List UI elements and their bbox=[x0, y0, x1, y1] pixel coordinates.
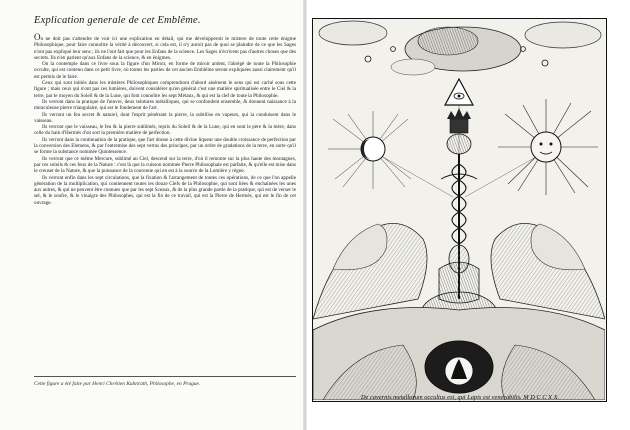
emblem-engraving bbox=[313, 19, 605, 400]
cave-fire bbox=[313, 308, 605, 401]
body-text bbox=[34, 34, 296, 206]
book-gutter bbox=[303, 0, 307, 430]
paragraph: Ils verront un feu secret & naturel, dont l'esprit pénétrant la pierre, la subtilise en vapeurs, qui la conduisent dans le vaisseau. bbox=[34, 111, 296, 124]
paragraph: Ceux qui sont initiés dans les mistères Philosophiques comprendront d'abord aisément le sens qui est caché sous cette figure ; mais ceux qui n'ont pas ces lumières, doivent considérer qu'en général c'est une matière spiritualisée entre le Ciel & la terre, par le moyen du Soleil & de la Lune, qui font connoître les sept Métaux, & qui est la clef de toute la Philosophie. bbox=[34, 80, 296, 99]
page-title: Explication generale de cet Emblême. bbox=[34, 15, 201, 26]
emblem-plate bbox=[312, 18, 607, 402]
paragraph: Ils verront que le vaisseau, le feu & la pierre sublimés, repris du Soleil & de la Lune, qui en sont le père & la mère, dans celle du bain d'Hermès d'où sort la première matière de perfection. bbox=[34, 124, 296, 137]
paragraph: Ils verront que ce même Mercure, sublimé au Ciel, descend sur la terre, d'où il remonte sur la plus haute des montagnes, par ces soleils & ces feux de la Nature : c'est là que la cuisson nommée Pierre Philosophale est parfaite, & qu'elle est mise dans le creuset de la Nature, & que la puissance de la couronne qui en est à la source de la Lumière y règne. bbox=[34, 155, 296, 175]
paragraph: On ne doit pas s'attendre de voir ici une explication en détail, qui me développeroit le mistere de toute cette énigme Philosophique, pour faire connoître la vérité à découvert, si cela est, il n'y auroit pas de quoi se plaindre de ce que les Sages n'ont pas expliqué leur sens ; ils ne l'ont fait que pour les Enfans de la science. Les Sages n'écrivent pas d'autres choses que des secrets. Ils n'en parlent qu'aux Enfans de la science, & en énigmes. bbox=[34, 32, 296, 61]
paragraph: Ils verront enfin dans les sept circulations, que la fixation & l'arrangement de toutes ces opérations, de ce que l'on appelle génération de la multiplication, qui contiennent toutes les douze Clefs de la Philosophie, qui sont liées & enchaînées les unes aux autres, & qui ne peuvent être connues que par les sept Sceaux, & de la plus grande partie de la pratique, qui est de verser le sel, & le soufre, & le vinaigre des Philosophes, qui est la fin de ce travail, qui est la Pierre de Hermès, qui est le fin de cet ouvrage. bbox=[34, 174, 296, 206]
footnote-rule bbox=[34, 376, 296, 377]
plate-caption: De cavernis metallorum occultus est, qui Lapis est venerabilis. M D C C X X. bbox=[360, 394, 560, 401]
footnote: Cette figure a été faite par Henri Chrétien Kuhnrath, Philosophe, en Prague. bbox=[34, 381, 201, 387]
paragraph: Ils verront dans la pratique de l'œuvre, deux teintures métalliques, qui se confondent ensemble, & donnent naissance à la miraculeuse pierre triangulaire, qui est le fondement de l'art. bbox=[34, 98, 296, 112]
paragraph: On la contemple dans ce livre sous la figure d'un Miroir, en forme de miroir ardent, l'abrégé de toute la Philosophie occulte, qui est contenu dans ce petit livre, où toutes les parties de cet ancien Emblême seront expliquées aussi clairement qu'il est permis de le faire. bbox=[34, 61, 296, 80]
paragraph: Ils verront dans la continuation de la pratique, que l'art donne à cette divine liqueur une double croissance de perfection par la conversion des Elemens, & par l'entremise des sept vertus des principes, par un ordre de gradations de la terre, en sorte qu'il se forme la substance nommée Quintessence. bbox=[34, 136, 296, 156]
